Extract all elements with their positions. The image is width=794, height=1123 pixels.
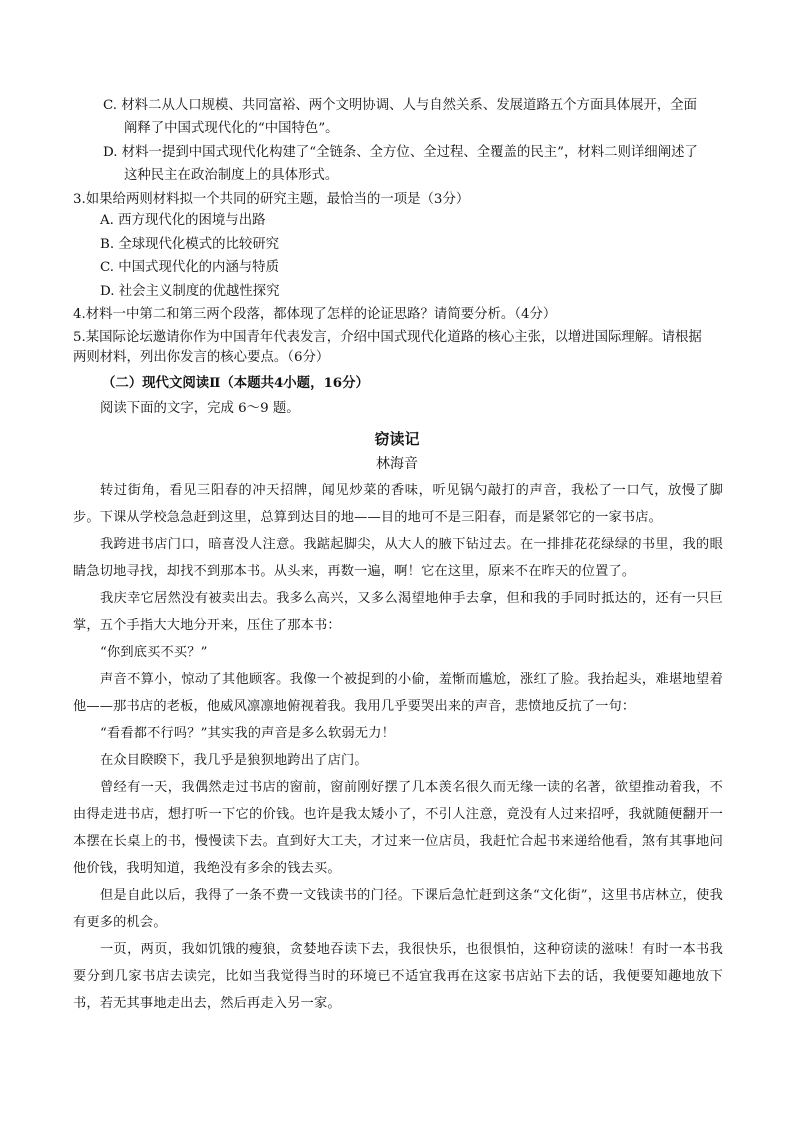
article-paragraph: 曾经有一天，我偶然走过书店的窗前，窗前刚好摆了几本羡名很久而无缘一读的名著，欲望推动着我，不由得走进书店，想打听一下它的价钱。也许是我太矮小了，不引人注意，竟没有人过来招呼，我就随便翻开一本摆在长桌上的书，慢慢读下去。直到好大工夫，才过来一位店员，我赶忙合起书来递给他看，煞有其事地问他价钱，我明知道，我绝没有多余的钱去买。 [73,780,723,876]
option-c-line1: C. 材料二从人口规模、共同富裕、两个文明协调、人与自然关系、发展道路五个方面具体展开，全面 [103,98,698,113]
option-c-line2: 阐释了中国式现代化的“中国特色”。 [124,121,339,136]
article-author: 林海音 [376,456,418,472]
article-paragraph: 我跨进书店门口，暗喜没人注意。我踮起脚尖，从大人的腋下钻过去。在一排排花花绿绿的书里，我的眼睛急切地寻找，却找不到那本书。从头来，再数一遍，啊！它在这里，原来不在昨天的位置了。 [73,537,723,579]
question-3-stem: 3.如果给两则材料拟一个共同的研究主题，最恰当的一项是（3分） [73,192,470,207]
article-paragraph: 在众目睽睽下，我几乎是狼狈地跨出了店门。 [100,753,368,768]
article-paragraph: 我庆幸它居然没有被卖出去。我多么高兴，又多么渴望地伸手去拿，但和我的手同时抵达的，还有一只巨掌，五个手指大大地分开来，压住了那本书： [73,591,723,633]
question-3-option-d: D. 社会主义制度的优越性探究 [100,284,280,299]
question-4: 4.材料一中第二和第三两个段落，都体现了怎样的论证思路？请简要分析。（4分） [73,307,557,322]
article-paragraph: 声音不算小，惊动了其他顾客。我像一个被捉到的小偷，羞惭而尴尬，涨红了脸。我抬起头，难堪地望着他——那书店的老板，他威风凛凛地俯视着我。我用几乎要哭出来的声音，悲愤地反抗了一句： [73,672,723,714]
option-d-line1: D. 材料一提到中国式现代化构建了“全链条、全方位、全过程、全覆盖的民主”，材料二则详细阐述了 [103,145,698,160]
question-5-line2: 两则材料，列出你发言的核心要点。（6分） [73,350,330,365]
section-heading: （二）现代文阅读Ⅱ（本题共4小题，16分） [102,375,369,391]
article-title: 窃读记 [374,430,420,448]
question-3-option-c: C. 中国式现代化的内涵与特质 [100,260,279,275]
reading-instruction: 阅读下面的文字，完成 6～9 题。 [100,401,300,416]
article-body [73,477,723,1017]
question-3-option-a: A. 西方现代化的困境与出路 [100,213,266,228]
question-3-option-b: B. 全球现代化模式的比较研究 [100,237,280,252]
article-paragraph: 但是自此以后，我得了一条不费一文钱读书的门径。下课后急忙赶到这条“文化街”，这里书店林立，使我有更多的机会。 [73,888,723,930]
article-paragraph: “你到底买不买？” [100,645,208,660]
option-d-line2: 这种民主在政治制度上的具体形式。 [124,168,339,183]
article-paragraph: “看看都不行吗？”其实我的声音是多么软弱无力！ [100,726,396,741]
article-paragraph: 转过街角，看见三阳春的冲天招牌，闻见炒菜的香味，听见锅勺敲打的声音，我松了一口气，放慢了脚步。下课从学校急急赶到这里，总算到达目的地——目的地可不是三阳春，而是紧邻它的一家书店。 [73,483,723,525]
question-5-line1: 5.某国际论坛邀请你作为中国青年代表发言，介绍中国式现代化道路的核心主张，以增进国际理解。请根据 [73,330,702,345]
article-paragraph: 一页，两页，我如饥饿的瘦狼，贪婪地吞读下去，我很快乐，也很惧怕，这种窃读的滋味！有时一本书我要分到几家书店去读完，比如当我觉得当时的环境已不适宜我再在这家书店站下去的话，我便要知趣地放下书，若无其事地走出去，然后再走入另一家。 [73,942,723,1011]
